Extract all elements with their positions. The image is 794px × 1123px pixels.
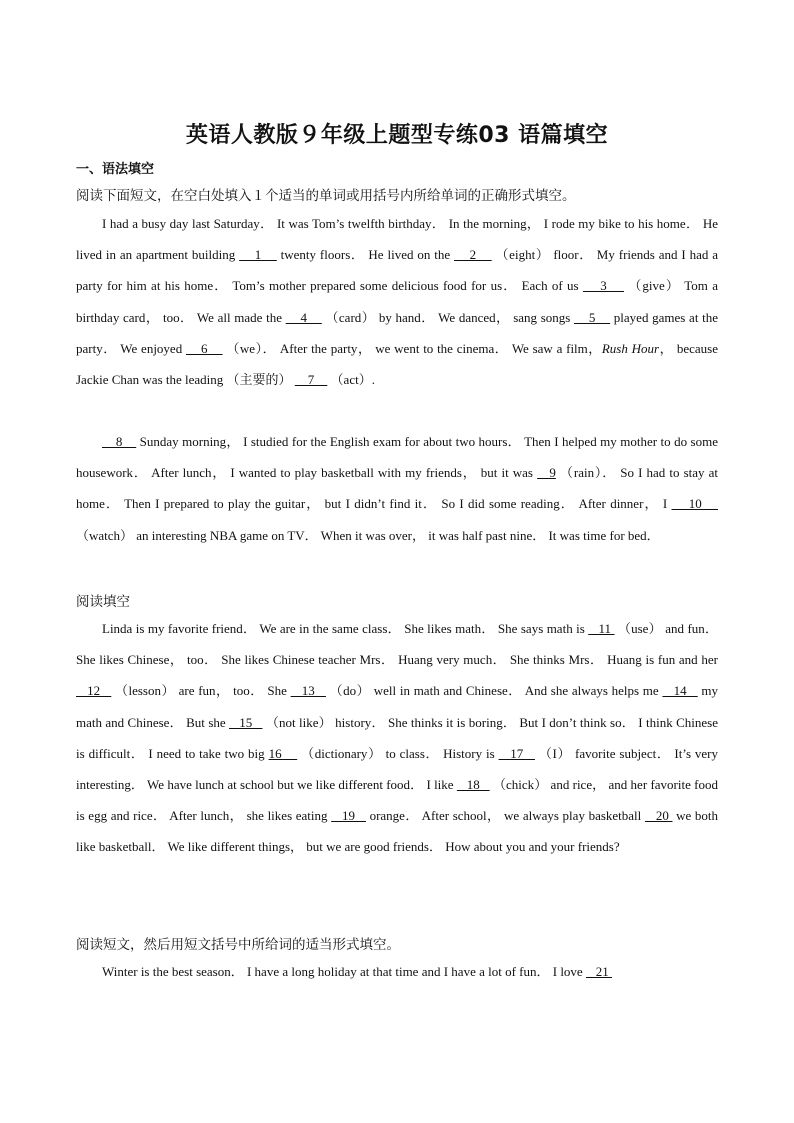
passage-text: Winter is the best season． I have a long holiday at that time and I have a lot of fun． I love <box>102 964 586 979</box>
blank-12[interactable]: 12 <box>76 683 112 699</box>
passage-text: （watch） an interesting NBA game on TV． When it was over， it was half past nine． It was time for bed． <box>76 527 660 543</box>
passage-text: （do） well in math and Chinese． And she always helps me <box>325 683 663 699</box>
passage-paragraph-1 <box>76 208 718 395</box>
blank-2[interactable]: 2 <box>454 247 492 263</box>
passage-text: （lesson） are fun， too． She <box>111 683 291 699</box>
blank-18[interactable]: 18 <box>456 777 490 793</box>
blank-16[interactable]: 16 <box>268 745 298 761</box>
blank-4[interactable]: 4 <box>285 309 322 325</box>
passage-text: （not like） history． She thinks it is boring． But I don’t think so． I think Chinese is difficult． I need to take two big <box>76 714 718 761</box>
blank-11[interactable]: 11 <box>588 621 615 636</box>
blank-21[interactable]: 21 <box>585 964 612 979</box>
blank-19[interactable]: 19 <box>331 808 366 824</box>
page-title: 英语人教版９年级上题型专练03 语篇填空 <box>185 123 609 148</box>
passage-text: （act）. <box>327 372 375 388</box>
blank-17[interactable]: 17 <box>498 745 535 761</box>
film-title: Rush Hour <box>601 340 660 356</box>
passage-text: twenty floors． He lived on the <box>276 247 455 263</box>
blank-1[interactable]: 1 <box>239 247 277 263</box>
passage-text: （card） by hand． We danced， sang songs <box>321 309 575 325</box>
passage-text: （I） favorite subject． It’s very interesting． We have lunch at school but we like different food． I like <box>76 745 719 793</box>
section-heading-grammar: 一、语法填空 <box>76 162 155 177</box>
blank-6[interactable]: 6 <box>185 340 223 356</box>
passage-text: （we）． After the party， we went to the cinema． We saw a film， <box>222 340 602 356</box>
passage-text: Linda is my favorite friend． We are in the same class． She likes math． She says math is <box>102 621 589 636</box>
passage-paragraph-3 <box>76 613 718 863</box>
passage-paragraph-2 <box>76 426 718 551</box>
blank-14[interactable]: 14 <box>662 683 698 699</box>
blank-13[interactable]: 13 <box>290 683 326 699</box>
passage-text: （chick） and rice， and her favorite food is egg and rice． After lunch， she likes eating <box>76 777 718 824</box>
passage-text: （dictionary） to class． History is <box>297 745 499 761</box>
passage-text: played games at the party． We enjoyed <box>76 309 719 356</box>
blank-9[interactable]: 9 <box>537 465 556 481</box>
blank-5[interactable]: 5 <box>574 309 611 325</box>
section-heading-reading: 阅读填空 <box>76 594 130 610</box>
passage-text: orange． After school， we always play basketball <box>365 808 645 824</box>
passage-text: （rain）． So I had to stay at home． Then I prepared to play the guitar， but I didn’t find it． So I did some reading． After dinner， I <box>76 465 719 512</box>
passage-text: my math and Chinese． But she <box>76 683 719 730</box>
passage-text: we both like basketball． We like different things， but we are good friends． How about you and your friends? <box>76 808 718 855</box>
blank-8[interactable]: 8 <box>102 434 137 449</box>
passage-paragraph-4 <box>76 956 718 987</box>
blank-7[interactable]: 7 <box>294 372 328 388</box>
passage-text: Sunday morning， I studied for the English exam for about two hours． Then I helped my mother to do some housework． After lunch， I wanted to play basketball with my friends， but it was <box>76 434 718 481</box>
blank-3[interactable]: 3 <box>582 278 625 294</box>
blank-10[interactable]: 10 <box>671 496 718 512</box>
passage-text: I had a busy day last Saturday． It was Tom’s twelfth birthday． In the morning， I rode my bike to his home． He lived in an apartment building <box>76 216 718 263</box>
passage-text: （eight） floor． My friends and I had a party for him at his home． Tom’s mother prepared some delicious food for us． Each of us <box>76 247 719 294</box>
section-instruction-third: 阅读短文，然后用短文括号中所给词的适当形式填空。 <box>76 937 400 953</box>
section-instruction-grammar: 阅读下面短文，在空白处填入１个适当的单词或用括号内所给单词的正确形式填空。 <box>76 188 576 204</box>
blank-20[interactable]: 20 <box>644 808 673 824</box>
passage-text: （use） and fun． She likes Chinese， too． She likes Chinese teacher Mrs． Huang very much． She thinks Mrs． Huang is fun and her <box>76 621 718 668</box>
passage-text: （give） Tom a birthday card， too． We all made the <box>76 278 718 325</box>
blank-15[interactable]: 15 <box>229 714 263 730</box>
passage-text: ， because Jackie Chan was the leading （主要的） <box>76 340 718 388</box>
